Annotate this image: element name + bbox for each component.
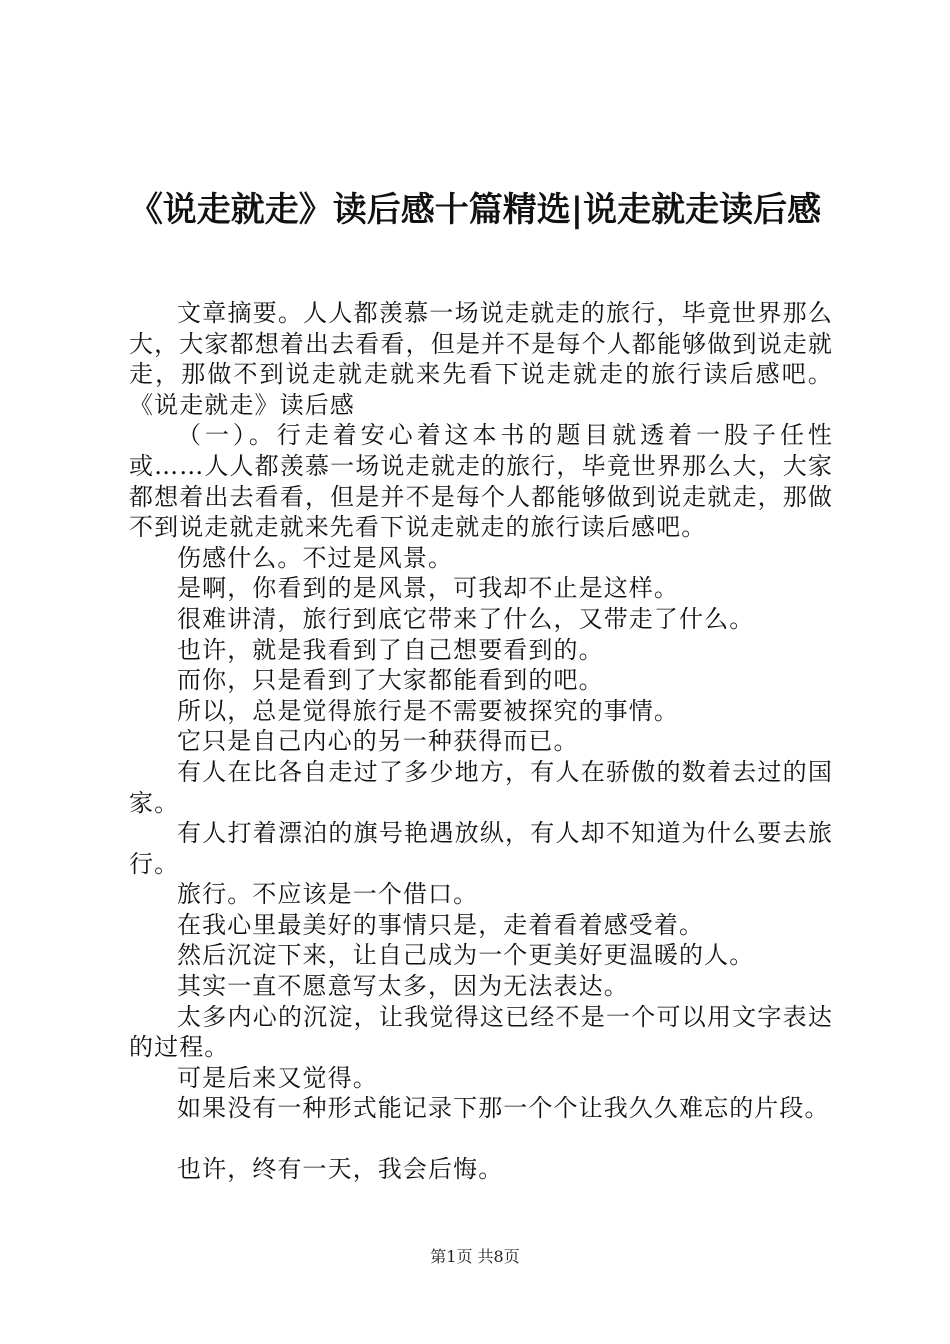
paragraph: 可是后来又觉得。 bbox=[177, 1063, 378, 1092]
paragraph: 有人打着漂泊的旗号艳遇放纵，有人却不知道为什么要去旅行。 bbox=[129, 819, 833, 878]
paragraph: 是啊，你看到的是风景，可我却不止是这样。 bbox=[177, 574, 679, 603]
paragraph-intro: （一）。行走着安心着这本书的题目就透着一股子任性或……人人都羡慕一场说走就走的旅行，毕竟世界那么大，大家都想着出去看看，但是并不是每个人都能够做到说走就走，那做不到说走就走就来先看下说走就走的旅行读后感吧。 bbox=[129, 421, 833, 542]
paragraph: 有人在比各自走过了多少地方，有人在骄傲的数着去过的国家。 bbox=[129, 757, 833, 817]
paragraph: 也许，就是我看到了自己想要看到的。 bbox=[177, 635, 604, 664]
paragraph: 伤感什么。不过是风景。 bbox=[177, 543, 454, 572]
paragraph: 如果没有一种形式能记录下那一个个让我久久难忘的片段。 bbox=[177, 1094, 830, 1123]
paragraph: 旅行。不应该是一个借口。 bbox=[177, 880, 479, 909]
paragraph: 所以，总是觉得旅行是不需要被探究的事情。 bbox=[177, 696, 679, 725]
paragraph: 它只是自己内心的另一种获得而已。 bbox=[177, 727, 579, 756]
paragraph-abstract: 文章摘要。人人都羡慕一场说走就走的旅行，毕竟世界那么大，大家都想着出去看看，但是并不是每个人都能够做到说走就走，那做不到说走就走就来先看下说走就走的旅行读后感吧。《说走就走》读后感 bbox=[129, 299, 833, 419]
paragraph: 太多内心的沉淀，让我觉得这已经不是一个可以用文字表达的过程。 bbox=[129, 1002, 833, 1062]
document-title: 《说走就走》读后感十篇精选|说走就走读后感 bbox=[128, 190, 822, 230]
paragraph: 而你，只是看到了大家都能看到的吧。 bbox=[177, 666, 604, 695]
page-number-footer: 第1页 共8页 bbox=[430, 1247, 520, 1266]
paragraph: 在我心里最美好的事情只是，走着看着感受着。 bbox=[177, 910, 705, 939]
document-body bbox=[129, 298, 833, 1185]
paragraph: 很难讲清，旅行到底它带来了什么，又带走了什么。 bbox=[177, 604, 755, 633]
paragraph: 其实一直不愿意写太多，因为无法表达。 bbox=[177, 972, 629, 1001]
paragraph: 然后沉淀下来，让自己成为一个更美好更温暖的人。 bbox=[177, 941, 755, 970]
paragraph-closing: 也许，终有一天，我会后悔。 bbox=[177, 1155, 504, 1184]
